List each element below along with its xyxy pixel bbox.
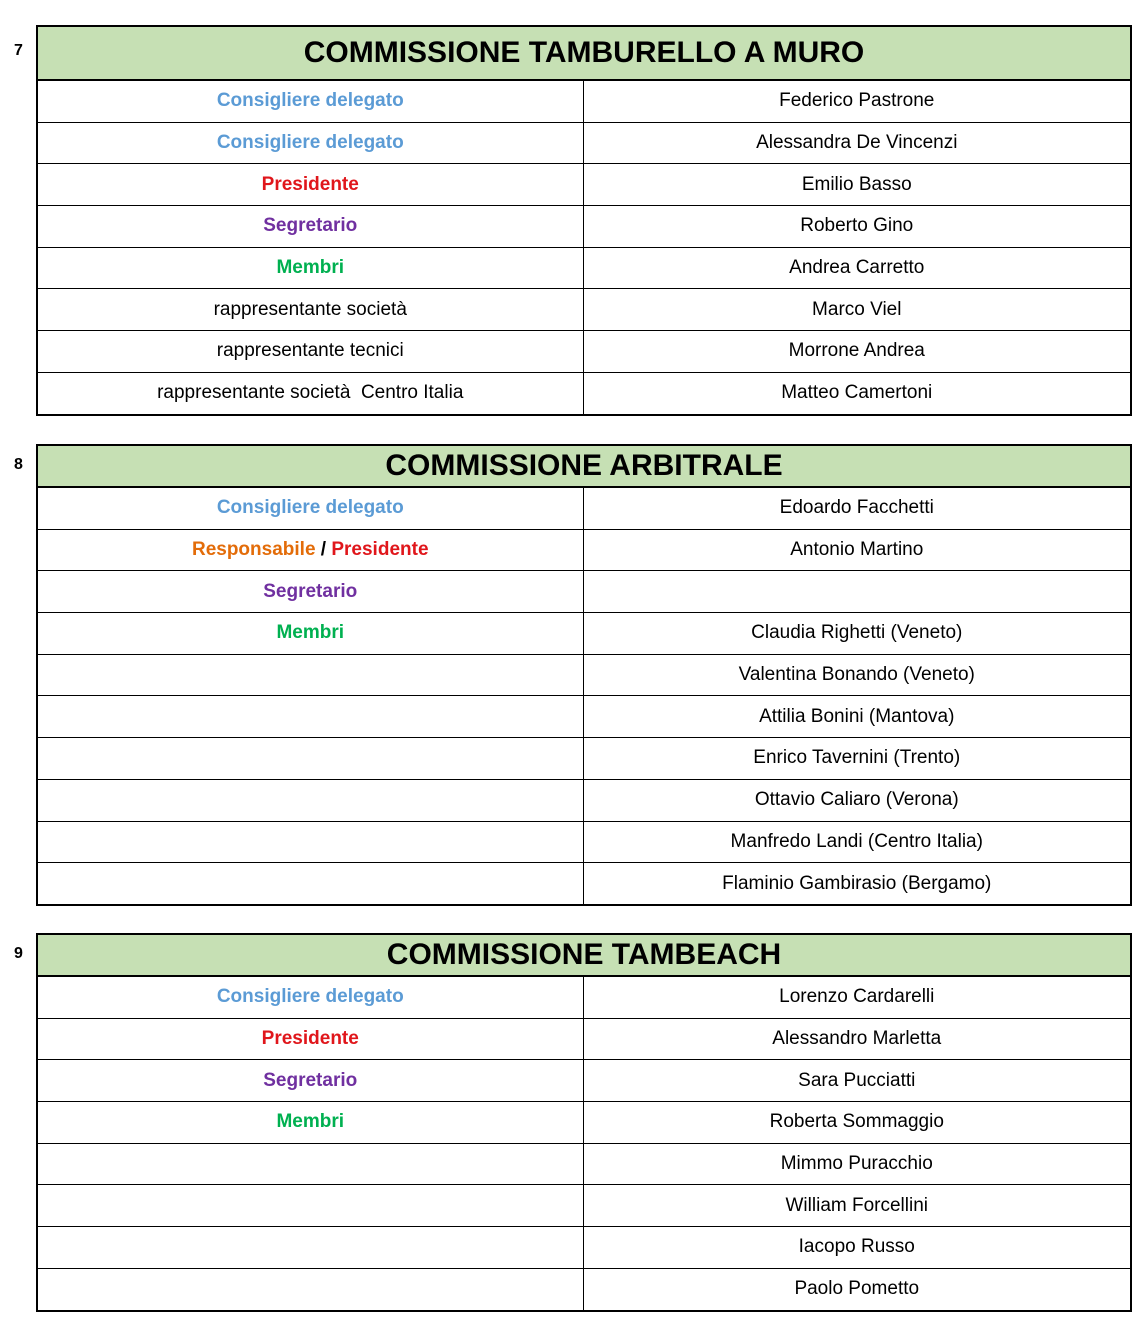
name-cell: Antonio Martino: [583, 529, 1131, 571]
name-cell: William Forcellini: [583, 1185, 1131, 1227]
name-cell: Morrone Andrea: [583, 331, 1131, 373]
role-cell: [37, 779, 583, 821]
role-cell: Segretario: [37, 1060, 583, 1102]
name-cell: Roberto Gino: [583, 206, 1131, 248]
commission-table: [36, 444, 1132, 906]
table-row: [37, 1018, 1131, 1060]
role-cell: rappresentante tecnici: [37, 331, 583, 373]
role-presidente: Presidente: [331, 539, 429, 561]
table-row: [37, 247, 1131, 289]
role-cell: Segretario: [37, 206, 583, 248]
commission-table: [36, 25, 1132, 416]
section-number: 8: [14, 456, 23, 473]
table-row: [37, 372, 1131, 414]
name-cell: Enrico Tavernini (Trento): [583, 738, 1131, 780]
section-number: 9: [14, 945, 23, 962]
name-cell: Valentina Bonando (Veneto): [583, 654, 1131, 696]
role-cell: rappresentante società: [37, 289, 583, 331]
table-row: [37, 1227, 1131, 1269]
name-cell: Alessandro Marletta: [583, 1018, 1131, 1060]
name-cell: Flaminio Gambirasio (Bergamo): [583, 863, 1131, 905]
name-cell: Attilia Bonini (Mantova): [583, 696, 1131, 738]
role-cell: Presidente: [37, 1018, 583, 1060]
table-row: [37, 122, 1131, 164]
table-row: [37, 821, 1131, 863]
table-row: [37, 976, 1131, 1018]
name-cell: Emilio Basso: [583, 164, 1131, 206]
name-cell: Sara Pucciatti: [583, 1060, 1131, 1102]
role-cell: [37, 821, 583, 863]
role-cell: [37, 529, 583, 571]
table-row: [37, 1060, 1131, 1102]
role-cell: rappresentante società Centro Italia: [37, 372, 583, 414]
name-cell: Claudia Righetti (Veneto): [583, 613, 1131, 655]
name-cell: Marco Viel: [583, 289, 1131, 331]
name-cell: Alessandra De Vincenzi: [583, 122, 1131, 164]
role-cell: Consigliere delegato: [37, 122, 583, 164]
role-cell: [37, 1143, 583, 1185]
table-row: [37, 779, 1131, 821]
role-cell: Membri: [37, 1102, 583, 1144]
role-cell: Consigliere delegato: [37, 487, 583, 529]
role-cell: [37, 654, 583, 696]
table-row: [37, 863, 1131, 905]
table-row: [37, 738, 1131, 780]
commission-title: COMMISSIONE TAMBEACH: [37, 934, 1131, 976]
table-row: [37, 289, 1131, 331]
table-row: [37, 571, 1131, 613]
name-cell: Mimmo Puracchio: [583, 1143, 1131, 1185]
role-cell: Consigliere delegato: [37, 80, 583, 122]
role-cell: [37, 1227, 583, 1269]
role-cell: Membri: [37, 247, 583, 289]
role-cell: [37, 863, 583, 905]
role-cell: Presidente: [37, 164, 583, 206]
role-cell: Segretario: [37, 571, 583, 613]
table-row: [37, 654, 1131, 696]
role-cell: [37, 738, 583, 780]
role-cell: Membri: [37, 613, 583, 655]
role-cell: Consigliere delegato: [37, 976, 583, 1018]
commission-title: COMMISSIONE ARBITRALE: [37, 445, 1131, 487]
table-row: [37, 1185, 1131, 1227]
commission-table: [36, 933, 1132, 1312]
table-row: [37, 331, 1131, 373]
name-cell: Federico Pastrone: [583, 80, 1131, 122]
table-row: [37, 1268, 1131, 1310]
name-cell: Edoardo Facchetti: [583, 487, 1131, 529]
name-cell: Matteo Camertoni: [583, 372, 1131, 414]
table-row: [37, 487, 1131, 529]
name-cell: [583, 571, 1131, 613]
role-cell: [37, 696, 583, 738]
role-responsabile: Responsabile: [191, 539, 316, 561]
table-row: [37, 80, 1131, 122]
section-number: 7: [14, 42, 23, 59]
table-row: [37, 696, 1131, 738]
table-row: [37, 1143, 1131, 1185]
name-cell: Iacopo Russo: [583, 1227, 1131, 1269]
table-row: [37, 1102, 1131, 1144]
table-row: [37, 164, 1131, 206]
name-cell: Andrea Carretto: [583, 247, 1131, 289]
commission-title: COMMISSIONE TAMBURELLO A MURO: [37, 26, 1131, 80]
name-cell: Roberta Sommaggio: [583, 1102, 1131, 1144]
name-cell: Paolo Pometto: [583, 1268, 1131, 1310]
name-cell: Ottavio Caliaro (Verona): [583, 779, 1131, 821]
name-cell: Lorenzo Cardarelli: [583, 976, 1131, 1018]
name-cell: Manfredo Landi (Centro Italia): [583, 821, 1131, 863]
role-cell: [37, 1185, 583, 1227]
role-cell: [37, 1268, 583, 1310]
table-row: [37, 529, 1131, 571]
role-separator: /: [315, 539, 332, 561]
table-row: [37, 206, 1131, 248]
table-row: [37, 613, 1131, 655]
